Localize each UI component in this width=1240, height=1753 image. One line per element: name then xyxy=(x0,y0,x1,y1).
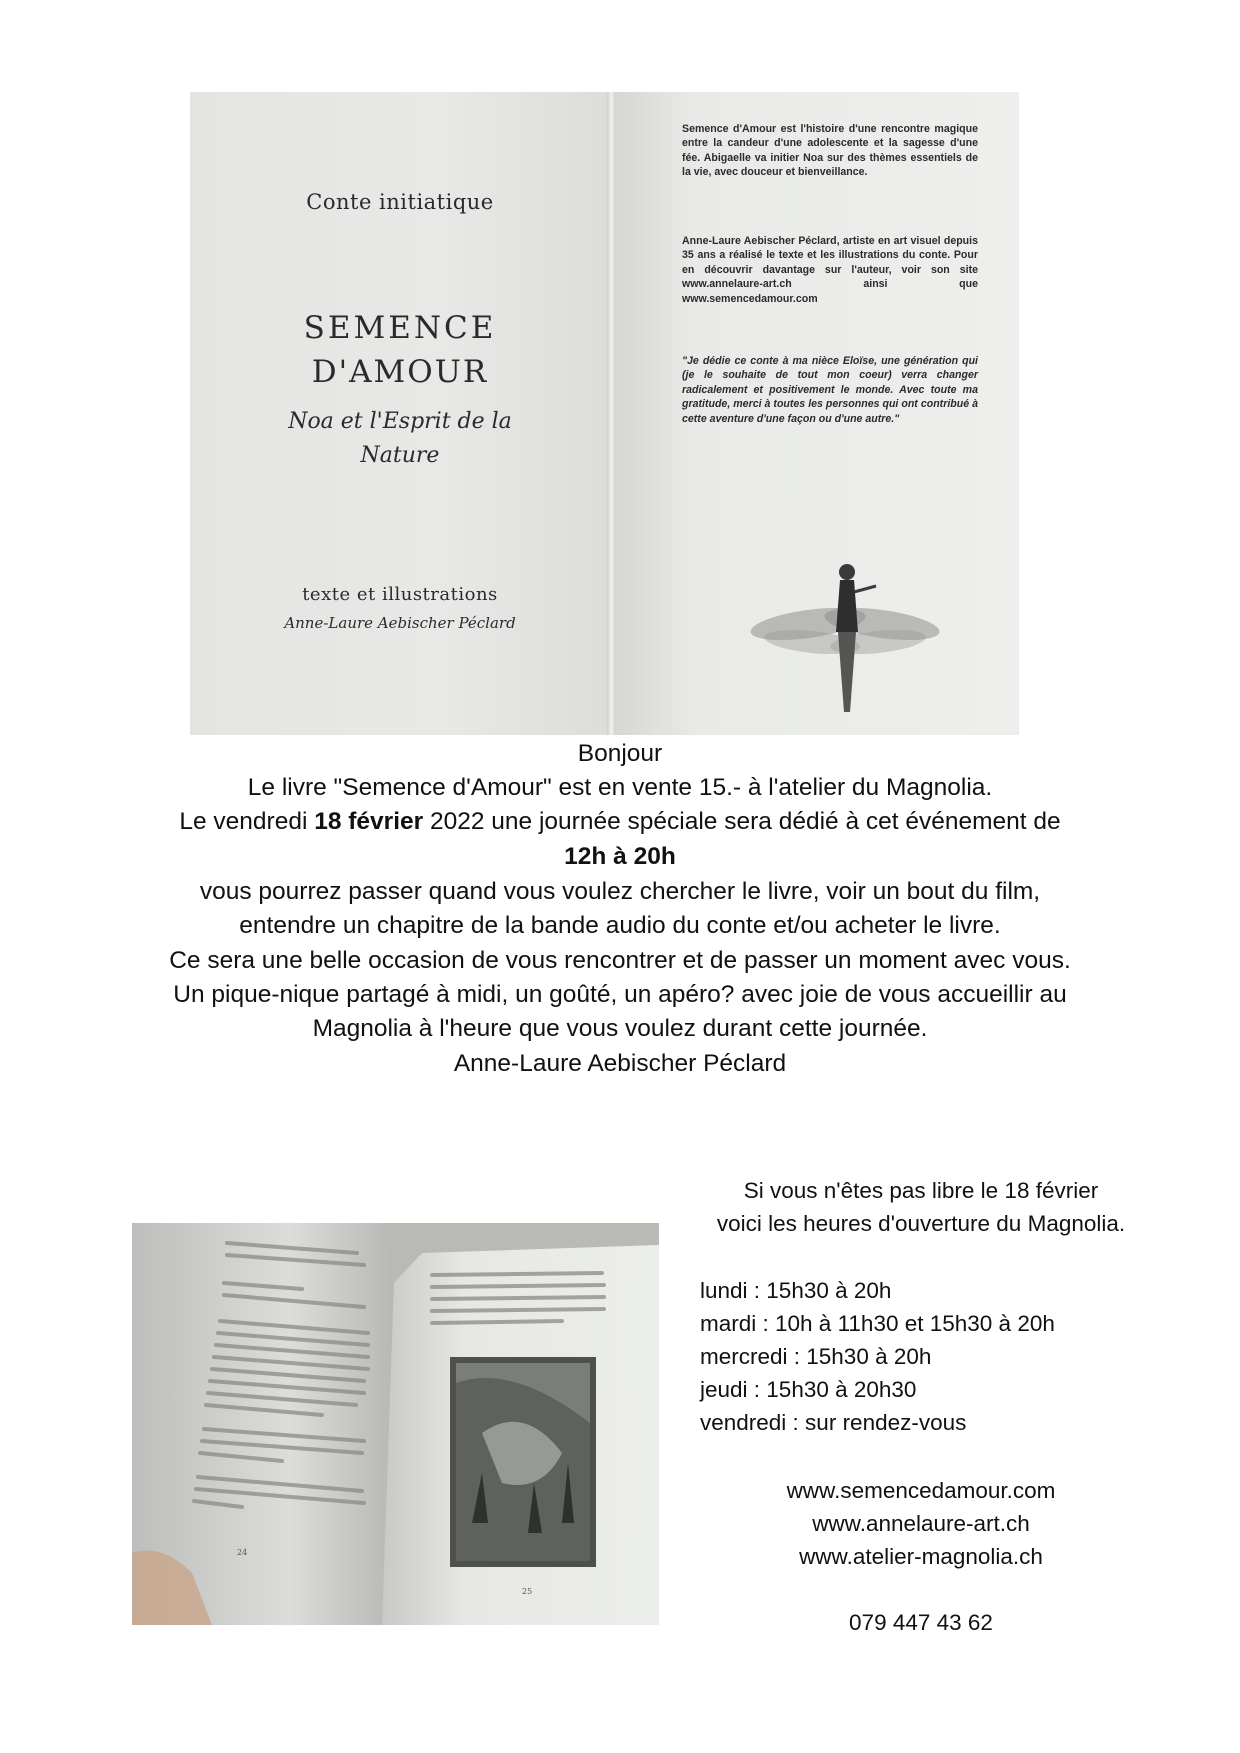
hours-thursday: jeudi : 15h30 à 20h30 xyxy=(700,1377,917,1402)
hours-tuesday: mardi : 10h à 11h30 et 15h30 à 20h xyxy=(700,1311,1055,1336)
cover-title-line1: SEMENCE xyxy=(303,310,497,346)
link-annelaure-art[interactable]: www.annelaure-art.ch xyxy=(812,1511,1030,1536)
hours-intro-line-2: voici les heures d'ouverture du Magnolia. xyxy=(716,1211,1126,1236)
hours-monday: lundi : 15h30 à 20h xyxy=(700,1278,892,1303)
hours-intro-line-1: Si vous n'êtes pas libre le 18 février xyxy=(743,1178,1099,1203)
event-date: 18 février xyxy=(314,808,424,835)
announcement-line-4: entendre un chapitre de la bande audio du conte et/ou acheter le livre. xyxy=(239,912,1001,939)
link-atelier-magnolia[interactable]: www.atelier-magnolia.ch xyxy=(799,1544,1043,1569)
phone-number[interactable]: 079 447 43 62 xyxy=(849,1610,993,1635)
hours-friday: vendredi : sur rendez-vous xyxy=(700,1410,967,1435)
hours-wednesday: mercredi : 15h30 à 20h xyxy=(700,1344,932,1369)
announcement-line-3: vous pourrez passer quand vous voulez chercher le livre, voir un bout du film, xyxy=(199,878,1041,905)
announcement-line-7: Magnolia à l'heure que vous voulez durant cette journée. xyxy=(312,1015,928,1042)
event-time-range: 12h à 20h xyxy=(564,843,676,870)
announcement-line-5: Ce sera une belle occasion de vous rencontrer et de passer un moment avec vous. xyxy=(169,947,1071,974)
announcement-line-2 xyxy=(0,805,1240,839)
back-cover-author-bio: Anne-Laure Aebischer Péclard, artiste en art visuel depuis 35 ans a réalisé le texte et les illustrations du conte. Pour en découvrir davantage sur l'auteur, voir son site www.annelaure-art.ch ainsi que www.semencedamour.com xyxy=(682,235,978,305)
announcement-line-6: Un pique-nique partagé à midi, un goûté, un apéro? avec joie de vous accueillir au xyxy=(173,981,1067,1008)
line2-after: 2022 une journée spéciale sera dédié à cet événement de xyxy=(423,808,1061,835)
greeting: Bonjour xyxy=(577,740,663,767)
link-semencedamour[interactable]: www.semencedamour.com xyxy=(786,1478,1056,1503)
cover-author: Anne-Laure Aebischer Péclard xyxy=(284,614,516,632)
line2-before: Le vendredi xyxy=(179,808,315,835)
back-cover-summary: Semence d'Amour est l'histoire d'une rencontre magique entre la candeur d'une adolescente et la sagesse d'une fée. Abigaelle va initier Noa sur des thèmes essentiels de la vie, avec douceur et bienveillance. xyxy=(682,123,978,179)
cover-subtitle: Noa et l'Esprit de la Nature xyxy=(288,409,512,468)
cover-title-line2: D'AMOUR xyxy=(311,354,489,390)
cover-credit: texte et illustrations xyxy=(302,584,498,605)
book-cover-photo xyxy=(190,92,1019,735)
announcement-line-1: Le livre "Semence d'Amour" est en vente 15.- à l'atelier du Magnolia. xyxy=(247,774,993,801)
cover-genre: Conte initiatique xyxy=(306,190,494,214)
page-number-right: 25 xyxy=(522,1587,533,1596)
back-cover-dedication: "Je dédie ce conte à ma nièce Eloïse, une génération qui (je le souhaite de tout mon coeur) verra changer radicalement et positivement le monde. Avec toute ma gratitude, merci à toutes les personnes qui ont contribué à cette aventure d'une façon ou d'une autre." xyxy=(682,355,978,425)
page-number-left: 24 xyxy=(237,1548,248,1557)
open-book-illustration xyxy=(132,1223,659,1625)
dragonfly-fairy-illustration xyxy=(750,552,940,722)
book-interior-photo xyxy=(132,1223,659,1625)
signature: Anne-Laure Aebischer Péclard xyxy=(453,1050,787,1077)
